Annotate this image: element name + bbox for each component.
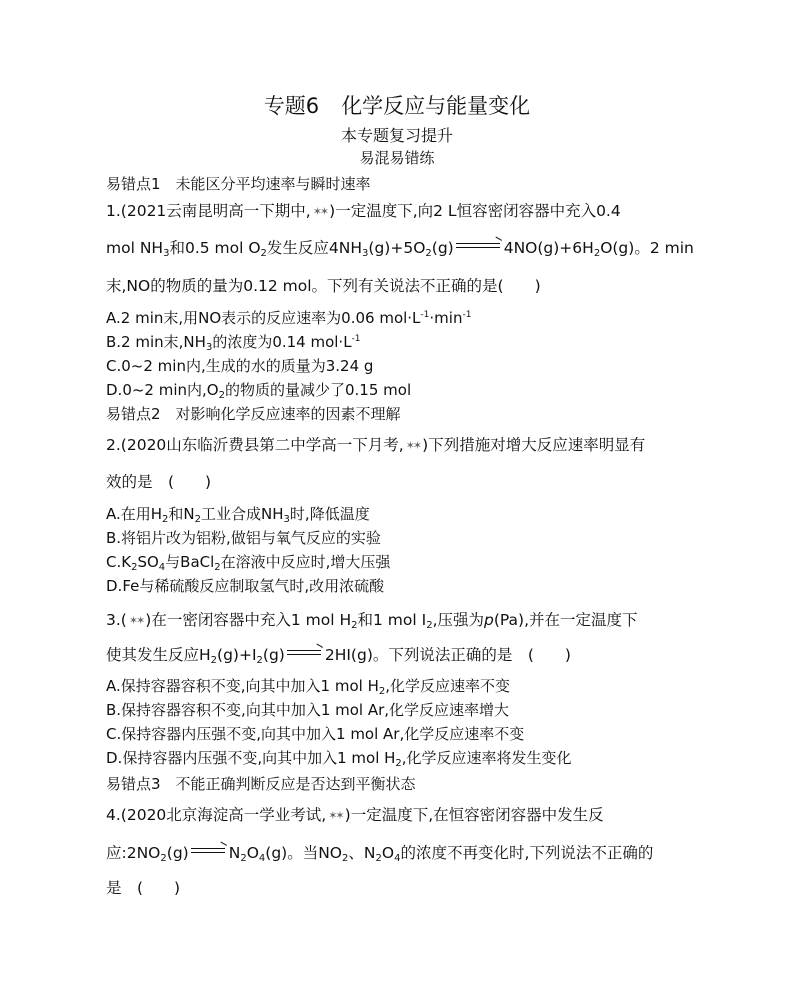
q2-line-2: 效的是 ( ) — [106, 473, 212, 491]
q1-line-2: mol $NH_3$和0.5 mol $O_2$发生反应$4NH_3(g)+5O_2(g)$ $4NO(g)+6H_2O(g)$。2 min — [106, 238, 724, 258]
q4-line-2: 应$:2NO_2(g)$ $N_2O_4(g)$。当$NO_2$、$N_2O_4$的浓度不再变化时,下列说法不正确的 — [106, 843, 724, 863]
title-topic: 专题6 — [263, 94, 320, 118]
q2-option-c: $C.K_2SO_4$与BaCl$_2$在溶液中反应时,增大压强 — [106, 553, 391, 573]
q1-option-b: B.2 min末$,NH_3$的浓度为0.14 $mol\cdot L^{-1}$ — [106, 333, 361, 353]
error-point-2: 易错点2 对影响化学反应速率的因素不理解 — [106, 405, 401, 423]
page-subtitle: 本专题复习提升 — [340, 126, 453, 145]
q1-option-c: C.0~2 min内,生成的水的质量为3.24 g — [106, 357, 374, 375]
difficulty-star-icon: ✶✶ — [328, 809, 343, 822]
q3-option-a: A.保持容器容积不变,向其中加入1 mol $H_2$,化学反应速率不变 — [106, 677, 511, 697]
q2-option-b: B.将铝片改为铝粉,做铝与氧气反应的实验 — [106, 529, 381, 547]
q3-option-c: C.保持容器内压强不变,向其中加入1 mol Ar,化学反应速率不变 — [106, 725, 525, 743]
q4-line-1: 4.(2020北京海淀高一学业考试, ✶✶ )一定温度下,在恒容密闭容器中发生反 — [106, 806, 604, 824]
equilibrium-arrow-icon — [287, 648, 323, 658]
reaction-arrow-icon — [456, 241, 502, 251]
error-point-1: 易错点1 未能区分平均速率与瞬时速率 — [106, 175, 371, 193]
q3-option-b: B.保持容器容积不变,向其中加入1 mol Ar,化学反应速率增大 — [106, 701, 510, 719]
q4-line-3: 是 ( ) — [106, 879, 181, 897]
q2-option-a: A.在用$H_2$和$N_2$工业合成$NH_3$时,降低温度 — [106, 505, 370, 525]
reaction-arrow-icon — [191, 846, 227, 856]
difficulty-star-icon: ✶✶ — [405, 439, 421, 452]
q2-option-d: D.Fe与稀硫酸反应制取氢气时,改用浓硫酸 — [106, 577, 385, 595]
title-name: 化学反应与能量变化 — [341, 94, 531, 118]
q3-option-d: D.保持容器内压强不变,向其中加入1 mol $H_2$,化学反应速率将发生变化 — [106, 749, 572, 769]
difficulty-star-icon: ✶✶ — [128, 614, 144, 627]
page-title — [0, 90, 794, 120]
q1-line-1: 1.(2021云南昆明高一下期中, ✶✶ )一定温度下,向2 L恒容密闭容器中充入0.4 — [106, 202, 621, 220]
section-heading: 易混易错练 — [359, 149, 435, 167]
q1-option-d: D.0~2 min内$,O_2$的物质的量减少了0.15 mol — [106, 381, 412, 401]
q3-line-2: 使其发生反应$H_2(g)+I_2(g)$ 2HI(g)。下列说法正确的是 ( ) — [106, 645, 724, 665]
error-point-3: 易错点3 不能正确判断反应是否达到平衡状态 — [106, 775, 416, 793]
q1-line-3: 末,NO的物质的量为0.12 mol。下列有关说法不正确的是( ) — [106, 277, 541, 295]
difficulty-star-icon: ✶✶ — [312, 205, 328, 218]
q1-option-a: A.2 min末,用NO表示的反应速率为0.06 $mol\cdot L^{-1}\cdot\min^{-1}$ — [106, 309, 472, 327]
q3-line-1: 3.( ✶✶ )在一密闭容器中充入1 mol $H_2$和1 mol $I_2$,压强为p(Pa),并在一定温度下 — [106, 611, 638, 631]
q2-line-1: 2.(2020山东临沂费县第二中学高一下月考, ✶✶ )下列措施对增大反应速率明显有 — [106, 436, 646, 454]
